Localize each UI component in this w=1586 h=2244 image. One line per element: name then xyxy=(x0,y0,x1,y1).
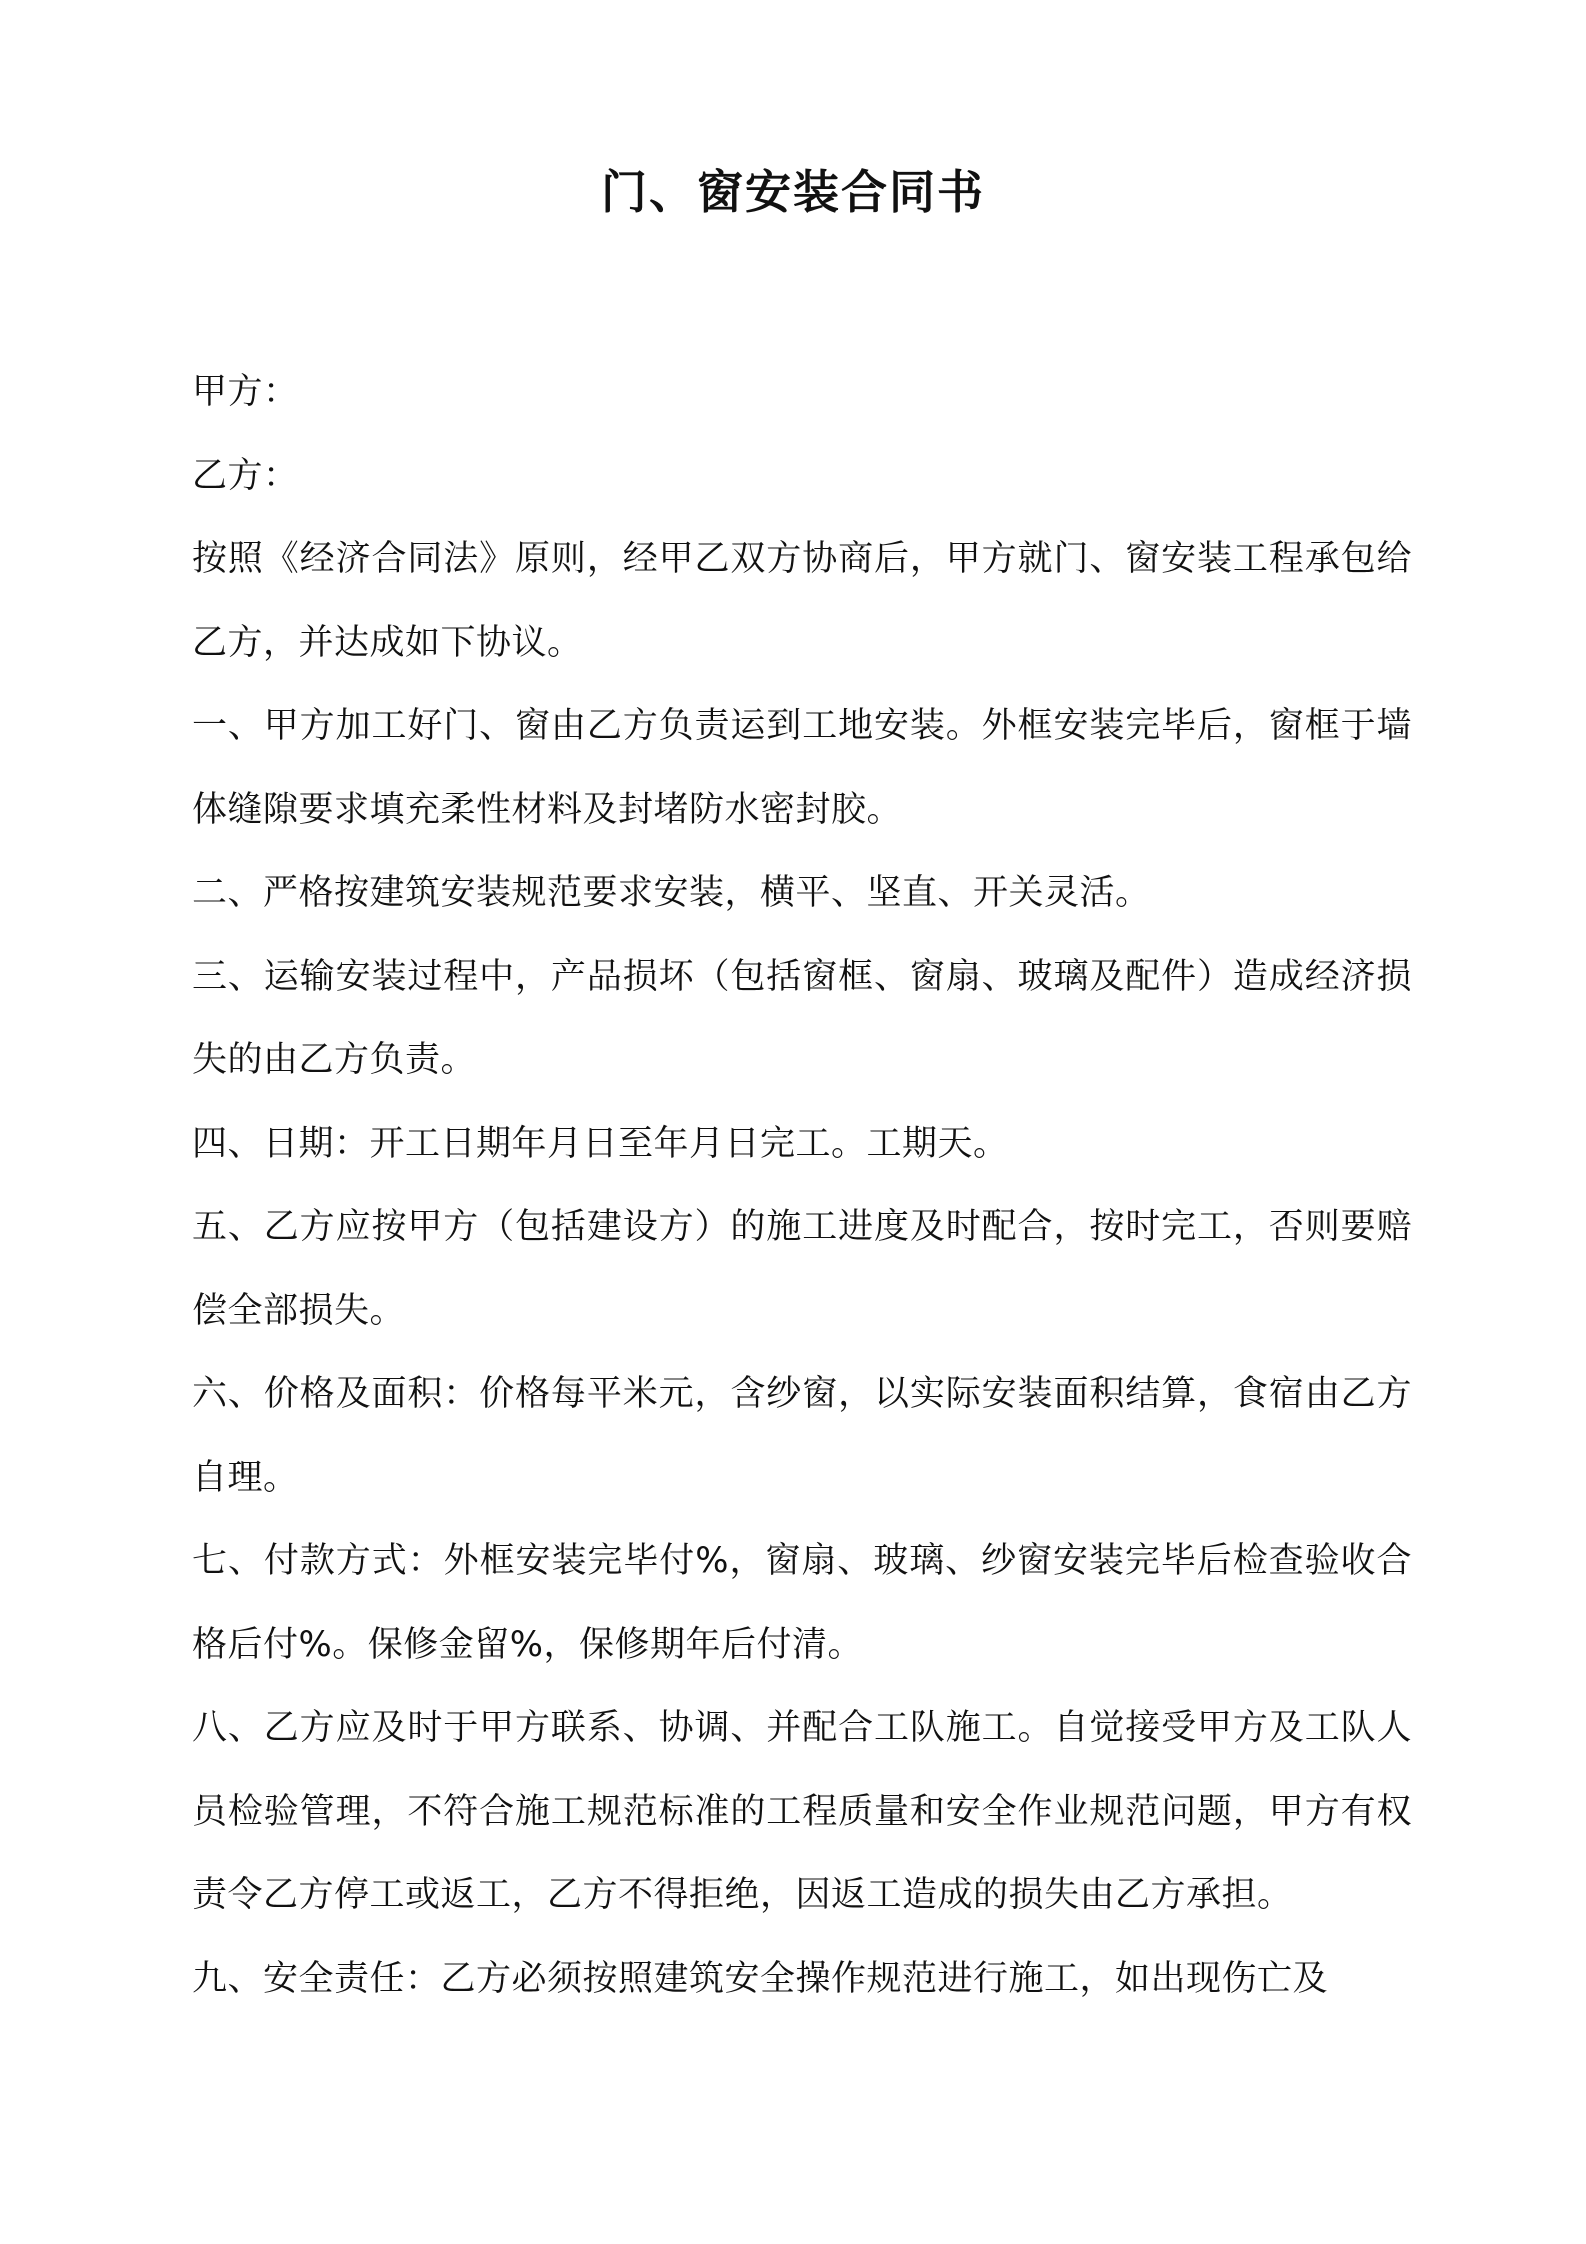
clause-3: 三、运输安装过程中，产品损坏（包括窗框、窗扇、玻璃及配件）造成经济损失的由乙方负责。 xyxy=(192,956,1412,1080)
clause-1: 一、甲方加工好门、窗由乙方负责运到工地安装。外框安装完毕后，窗框于墙体缝隙要求填充柔性材料及封堵防水密封胶。 xyxy=(192,706,1412,830)
clause-9: 九、安全责任：乙方必须按照建筑安全操作规范进行施工，如出现伤亡及 xyxy=(192,1958,1329,1999)
party-a-line: 甲方： xyxy=(192,372,299,412)
clause-7: 七、付款方式：外框安装完毕付%，窗扇、玻璃、纱窗安装完毕后检查验收合格后付%。保修金留%，保修期年后付清。 xyxy=(192,1541,1412,1665)
document-body xyxy=(192,351,1412,2021)
party-b-line: 乙方： xyxy=(192,455,299,496)
document-title: 门、窗安装合同书 xyxy=(601,165,985,219)
preamble-paragraph: 按照《经济合同法》原则，经甲乙双方协商后，甲方就门、窗安装工程承包给乙方，并达成如下协议。 xyxy=(192,539,1412,663)
clause-2: 二、严格按建筑安装规范要求安装，横平、坚直、开关灵活。 xyxy=(192,873,1151,913)
clause-4: 四、日期：开工日期年月日至年月日完工。工期天。 xyxy=(192,1123,1009,1164)
clause-5: 五、乙方应按甲方（包括建设方）的施工进度及时配合，按时完工，否则要赔偿全部损失。 xyxy=(192,1207,1412,1331)
clause-6: 六、价格及面积：价格每平米元，含纱窗，以实际安装面积结算，食宿由乙方自理。 xyxy=(192,1374,1412,1498)
clause-8: 八、乙方应及时于甲方联系、协调、并配合工队施工。自觉接受甲方及工队人员检验管理，不符合施工规范标准的工程质量和安全作业规范问题，甲方有权责令乙方停工或返工，乙方不得拒绝，因返工造成的损失由乙方承担。 xyxy=(192,1708,1412,1915)
